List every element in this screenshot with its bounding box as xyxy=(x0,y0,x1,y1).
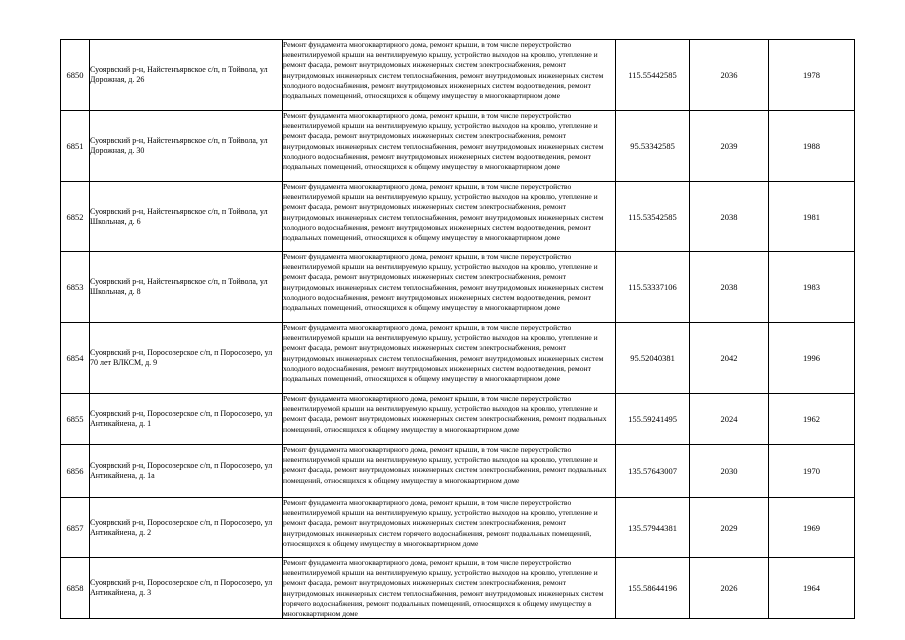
table-row xyxy=(61,558,855,619)
construction-year: 1970 xyxy=(769,445,855,498)
planned-year: 2038 xyxy=(690,182,769,252)
cost-value: 155.59241495 xyxy=(616,394,690,445)
repair-works-list: Ремонт фундамента многоквартирного дома, ремонт крыши, в том числе переустройство невентилируемой крыши на вентилируемую крышу, устройство выходов на кровлю, утепление и ремонт фасада, ремонт внутридомовых инженерных систем электроснабжения, ремонт внутридомовых инженерных систем горячего водоснабжения, ремонт подвальных помещений, относящихся к общему имуществу в многоквартирном доме xyxy=(283,498,598,548)
cost-value: 155.58644196 xyxy=(616,558,690,619)
construction-year: 1978 xyxy=(769,40,855,111)
house-address: Суоярвский р-н, Найстенъярвское с/п, п Тойвола, ул Школьная, д. 6 xyxy=(90,182,283,252)
planned-year: 2026 xyxy=(690,558,769,619)
house-address: Суоярвский р-н, Найстенъярвское с/п, п Тойвола, ул Дорожная, д. 30 xyxy=(90,111,283,182)
repair-works-list: Ремонт фундамента многоквартирного дома, ремонт крыши, в том числе переустройство невентилируемой крыши на вентилируемую крышу, устройство выходов на кровлю, утепление и ремонт фасада, ремонт внутридомовых инженерных систем электроснабжения, ремонт внутридомовых инженерных систем теплоснабжения, ремонт внутридомовых инженерных систем холодного водоснабжения, ремонт внутридомовых инженерных систем водоотведения, ремонт подвальных помещений, относящихся к общему имуществу в многоквартирном доме xyxy=(283,111,604,172)
house-address: Суоярвский р-н, Поросозерское с/п, п Поросозеро, ул Антикайнена, д. 1а xyxy=(90,445,283,498)
repair-works-list: Ремонт фундамента многоквартирного дома, ремонт крыши, в том числе переустройство невентилируемой крыши на вентилируемую крышу, устройство выходов на кровлю, утепление и ремонт фасада, ремонт внутридомовых инженерных систем электроснабжения, ремонт внутридомовых инженерных систем теплоснабжения, ремонт внутридомовых инженерных систем горячего водоснабжения, ремонт подвальных помещений, относящихся к общему имуществу в многоквартирном доме xyxy=(283,558,604,618)
construction-year: 1964 xyxy=(769,558,855,619)
row-number: 6853 xyxy=(61,252,90,323)
construction-year: 1996 xyxy=(769,323,855,394)
construction-year: 1988 xyxy=(769,111,855,182)
planned-year: 2029 xyxy=(690,498,769,558)
cost-value: 115.53542585 xyxy=(616,182,690,252)
construction-year: 1962 xyxy=(769,394,855,445)
house-address: Суоярвский р-н, Поросозерское с/п, п Поросозеро, ул 70 лет ВЛКСМ, д. 9 xyxy=(90,323,283,394)
planned-year: 2042 xyxy=(690,323,769,394)
table-row xyxy=(61,323,855,394)
table-row xyxy=(61,182,855,252)
table-row xyxy=(61,498,855,558)
row-number: 6858 xyxy=(61,558,90,619)
repair-works-list: Ремонт фундамента многоквартирного дома, ремонт крыши, в том числе переустройство невентилируемой крыши на вентилируемую крышу, устройство выходов на кровлю, утепление и ремонт фасада, ремонт внутридомовых инженерных систем электроснабжения, ремонт внутридомовых инженерных систем теплоснабжения, ремонт внутридомовых инженерных систем холодного водоснабжения, ремонт внутридомовых инженерных систем водоотведения, ремонт подвальных помещений, относящихся к общему имуществу в многоквартирном доме xyxy=(283,182,604,243)
repair-works-list: Ремонт фундамента многоквартирного дома, ремонт крыши, в том числе переустройство невентилируемой крыши на вентилируемую крышу, устройство выходов на кровлю, утепление и ремонт фасада, ремонт внутридомовых инженерных систем электроснабжения, ремонт внутридомовых инженерных систем теплоснабжения, ремонт внутридомовых инженерных систем холодного водоснабжения, ремонт внутридомовых инженерных систем водоотведения, ремонт подвальных помещений, относящихся к общему имуществу в многоквартирном доме xyxy=(283,40,604,101)
planned-year: 2038 xyxy=(690,252,769,323)
cost-value: 115.55442585 xyxy=(616,40,690,111)
table-row xyxy=(61,111,855,182)
cost-value: 95.53342585 xyxy=(616,111,690,182)
cost-value: 135.57944381 xyxy=(616,498,690,558)
construction-year: 1981 xyxy=(769,182,855,252)
construction-year: 1969 xyxy=(769,498,855,558)
table-row xyxy=(61,40,855,111)
cost-value: 95.52040381 xyxy=(616,323,690,394)
row-number: 6852 xyxy=(61,182,90,252)
row-number: 6851 xyxy=(61,111,90,182)
house-address: Суоярвский р-н, Поросозерское с/п, п Поросозеро, ул Антикайнена, д. 1 xyxy=(90,394,283,445)
cost-value: 115.53337106 xyxy=(616,252,690,323)
construction-year: 1983 xyxy=(769,252,855,323)
planned-year: 2030 xyxy=(690,445,769,498)
row-number: 6854 xyxy=(61,323,90,394)
table-row xyxy=(61,445,855,498)
house-address: Суоярвский р-н, Найстенъярвское с/п, п Тойвола, ул Дорожная, д. 26 xyxy=(90,40,283,111)
table-row xyxy=(61,252,855,323)
row-number: 6850 xyxy=(61,40,90,111)
registry-table xyxy=(60,39,855,619)
repair-works-list: Ремонт фундамента многоквартирного дома, ремонт крыши, в том числе переустройство невентилируемой крыши на вентилируемую крышу, устройство выходов на кровлю, утепление и ремонт фасада, ремонт внутридомовых инженерных систем электроснабжения, ремонт подвальных помещений, относящихся к общему имуществу в многоквартирном доме xyxy=(283,394,607,434)
row-number: 6856 xyxy=(61,445,90,498)
house-address: Суоярвский р-н, Поросозерское с/п, п Поросозеро, ул Антикайнена, д. 3 xyxy=(90,558,283,619)
house-address: Суоярвский р-н, Найстенъярвское с/п, п Тойвола, ул Школьная, д. 8 xyxy=(90,252,283,323)
planned-year: 2024 xyxy=(690,394,769,445)
planned-year: 2039 xyxy=(690,111,769,182)
row-number: 6857 xyxy=(61,498,90,558)
repair-works-list: Ремонт фундамента многоквартирного дома, ремонт крыши, в том числе переустройство невентилируемой крыши на вентилируемую крышу, устройство выходов на кровлю, утепление и ремонт фасада, ремонт внутридомовых инженерных систем электроснабжения, ремонт внутридомовых инженерных систем теплоснабжения, ремонт внутридомовых инженерных систем холодного водоснабжения, ремонт внутридомовых инженерных систем водоотведения, ремонт подвальных помещений, относящихся к общему имуществу в многоквартирном доме xyxy=(283,323,604,384)
table-row xyxy=(61,394,855,445)
repair-works-list: Ремонт фундамента многоквартирного дома, ремонт крыши, в том числе переустройство невентилируемой крыши на вентилируемую крышу, устройство выходов на кровлю, утепление и ремонт фасада, ремонт внутридомовых инженерных систем электроснабжения, ремонт подвальных помещений, относящихся к общему имуществу в многоквартирном доме xyxy=(283,445,607,485)
cost-value: 135.57643007 xyxy=(616,445,690,498)
repair-works-list: Ремонт фундамента многоквартирного дома, ремонт крыши, в том числе переустройство невентилируемой крыши на вентилируемую крышу, устройство выходов на кровлю, утепление и ремонт фасада, ремонт внутридомовых инженерных систем электроснабжения, ремонт внутридомовых инженерных систем теплоснабжения, ремонт внутридомовых инженерных систем холодного водоснабжения, ремонт внутридомовых инженерных систем водоотведения, ремонт подвальных помещений, относящихся к общему имуществу в многоквартирном доме xyxy=(283,252,604,313)
row-number: 6855 xyxy=(61,394,90,445)
house-address: Суоярвский р-н, Поросозерское с/п, п Поросозеро, ул Антикайнена, д. 2 xyxy=(90,498,283,558)
planned-year: 2036 xyxy=(690,40,769,111)
